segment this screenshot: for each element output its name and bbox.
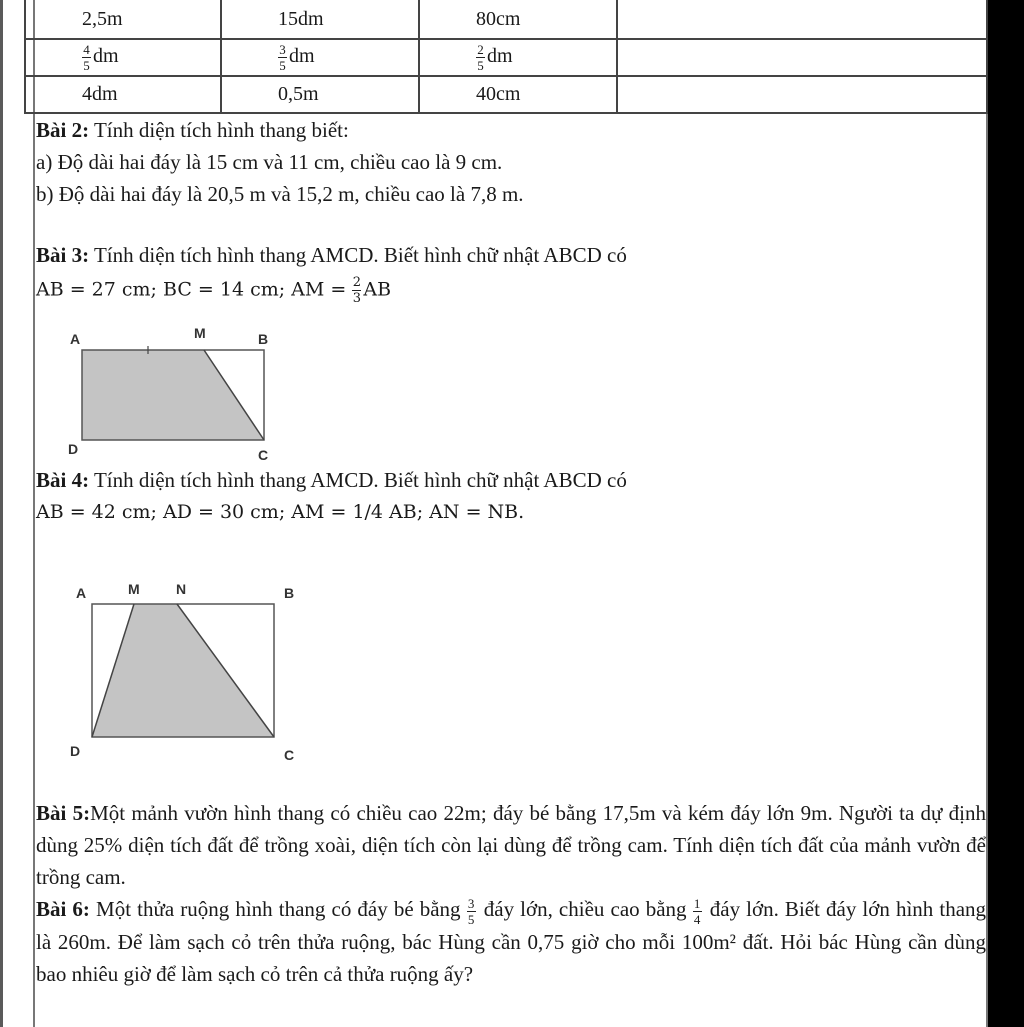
label-a: A <box>76 585 87 601</box>
fraction: $\frac{3}{5}$ <box>279 42 286 73</box>
label-m: M <box>128 581 140 597</box>
table-cell: $\frac{4}{5}$ dm <box>25 39 221 76</box>
bai2-part-a: a) Độ dài hai đáy là 15 cm và 11 cm, chiều cao là 9 cm. <box>36 150 503 174</box>
label-n: N <box>176 581 187 597</box>
bai5-title: Bài 5: <box>36 801 91 825</box>
table-cell: $\frac{3}{5}$ dm <box>221 39 419 76</box>
table-cell: 2,5m <box>25 0 221 39</box>
screen-edge-left <box>0 0 3 1027</box>
table-cell: 0,5m <box>221 76 419 113</box>
table-row <box>25 39 987 76</box>
bai4-figure <box>62 578 312 778</box>
unit-table <box>24 0 988 114</box>
bai4-heading: Bài 4: Tính diện tích hình thang AMCD. Biết hình chữ nhật ABCD có <box>36 468 627 492</box>
label-b: B <box>284 585 295 601</box>
fraction: $\frac{3}{5}$ <box>467 895 475 927</box>
label-a: A <box>70 331 81 347</box>
fraction: $\frac{2}{5}$ <box>477 42 484 73</box>
label-b: B <box>258 331 269 347</box>
table-cell: 15dm <box>221 0 419 39</box>
label-m: M <box>194 325 206 341</box>
bai5-paragraph <box>36 797 986 893</box>
label-c: C <box>284 747 295 763</box>
trapezoid-amcd <box>82 350 264 440</box>
fraction: $\frac{2}{3}$ <box>352 275 361 306</box>
bai3-figure <box>58 322 288 472</box>
bai5-text: Một mảnh vườn hình thang có chiều cao 22m; đáy bé bằng 17,5m và kém đáy lớn 9m. Người ta dự định dùng 25% diện tích đất để trồng xoài, diện tích còn lại dùng để trồng cam. Tính diện tích đất của mảnh vườn để trồng cam. <box>36 801 986 889</box>
bai4-given: AB = 42 cm; AD = 30 cm; AM = 1/4 AB; AN = NB. <box>36 501 525 523</box>
screen-edge-right <box>988 0 1024 1027</box>
table-cell <box>617 0 987 39</box>
label-d: D <box>70 743 81 759</box>
table-cell <box>617 39 987 76</box>
table-cell: $\frac{2}{5}$ dm <box>419 39 617 76</box>
table-cell: 4dm <box>25 76 221 113</box>
bai3-heading: Bài 3: Tính diện tích hình thang AMCD. Biết hình chữ nhật ABCD có <box>36 243 627 267</box>
table-row <box>25 0 987 39</box>
bai6-paragraph: Bài 6: Một thửa ruộng hình thang có đáy bé bằng $\frac{3}{5}$ đáy lớn, chiều cao bằng $\frac{1}{4}$ đáy lớn. Biết đáy lớn hình thang là 260m. Để làm sạch cỏ trên thửa ruộng, bác Hùng cần 0,75 giờ cho mỗi 100m² đất. Hỏi bác Hùng cần dùng bao nhiêu giờ để làm sạch cỏ trên cả thửa ruộng ấy? <box>36 895 987 986</box>
bai3-given: AB = 27 cm; BC = 14 cm; AM = $\frac{2}{3}$ AB <box>36 275 392 306</box>
table-cell <box>617 76 987 113</box>
trapezoid-amcd <box>92 604 274 737</box>
table-cell: 40cm <box>419 76 617 113</box>
label-c: C <box>258 447 269 463</box>
table-row <box>25 76 987 113</box>
bai2-part-b: b) Độ dài hai đáy là 20,5 m và 15,2 m, chiều cao là 7,8 m. <box>36 182 524 206</box>
table-cell: 80cm <box>419 0 617 39</box>
fraction: $\frac{4}{5}$ <box>83 42 90 73</box>
label-d: D <box>68 441 79 457</box>
bai2-heading: Bài 2: Tính diện tích hình thang biết: <box>36 118 349 142</box>
fraction: $\frac{1}{4}$ <box>693 895 701 927</box>
bai6-title: Bài 6: <box>36 897 90 921</box>
page-margin-line <box>33 0 35 1027</box>
